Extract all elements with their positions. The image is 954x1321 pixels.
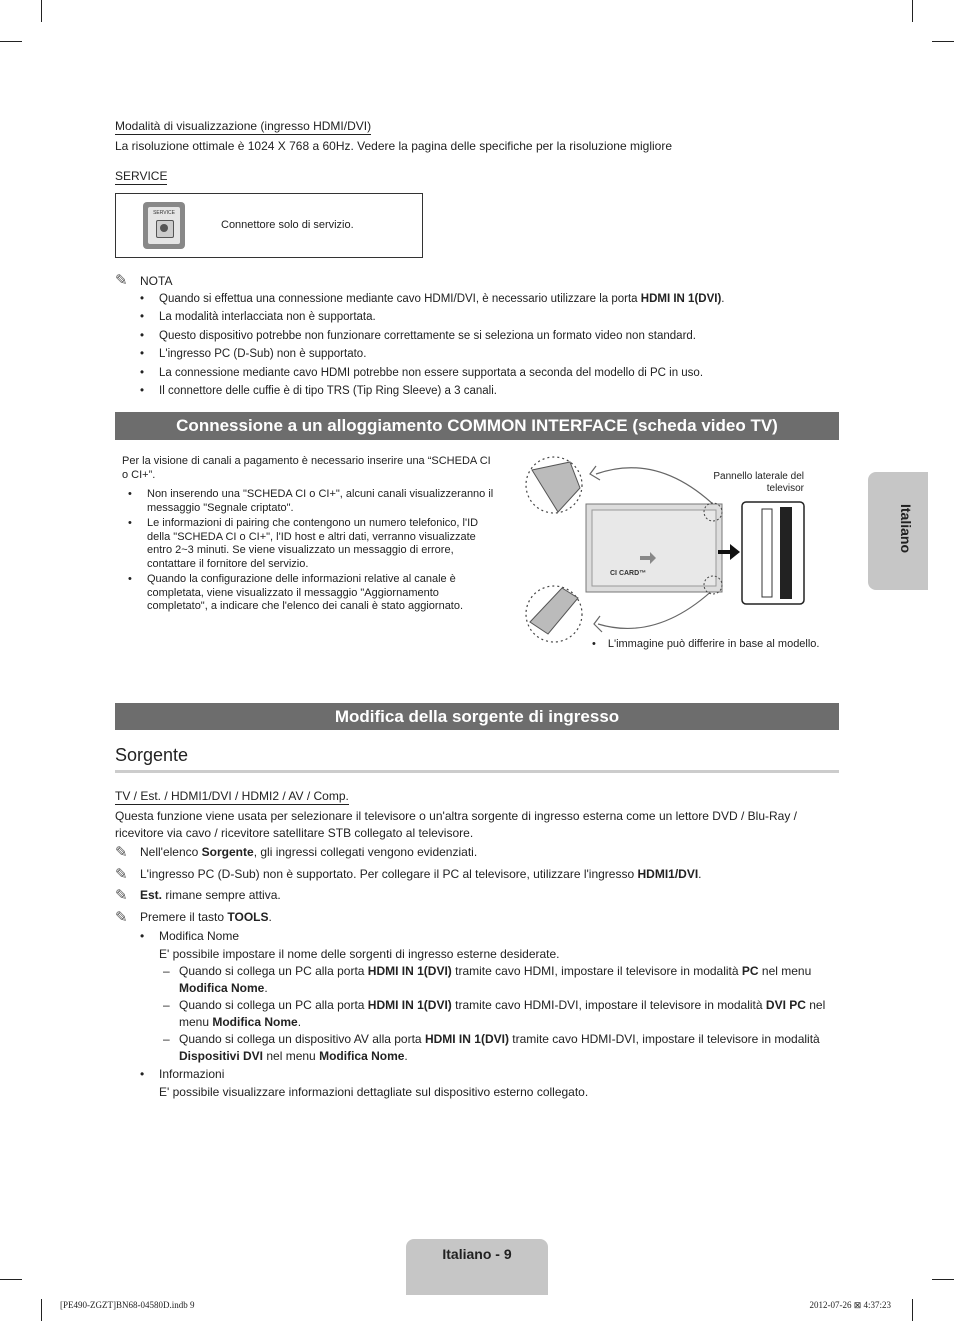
language-side-tab <box>868 472 928 590</box>
text-segment: Quando si collega un dispositivo AV alla porta <box>179 1032 425 1046</box>
text-segment: . <box>698 866 702 881</box>
text-segment: Questo dispositivo potrebbe non funzionare correttamente se si seleziona un formato video non standard. <box>159 329 696 342</box>
text-segment: nel menu <box>758 964 812 978</box>
common-interface-title: Connessione a un alloggiamento COMMON INTERFACE (scheda video TV) <box>176 416 778 435</box>
service-box <box>115 193 423 258</box>
service-description: Connettore solo di servizio. <box>221 219 354 231</box>
source-note <box>115 907 840 929</box>
text-segment: tramite cavo HDMI, impostare il televisore in modalità <box>451 964 742 978</box>
source-note <box>115 842 840 864</box>
nota-item <box>115 382 840 400</box>
crop-mark <box>41 1299 42 1321</box>
crop-mark <box>41 0 42 22</box>
bold-term: HDMI IN 1(DVI) <box>424 1032 509 1046</box>
page-number-tab <box>406 1239 548 1295</box>
nota-item <box>115 308 840 326</box>
source-description: Questa funzione viene usata per selezionare il televisore o un'altra sorgente di ingresso esterna come un lettore DVD / Blu-Ray / ricevitore via cavo / ricevitore satellitare STB collegato al televisore. <box>115 809 797 840</box>
bold-term: HDMI IN 1(DVI) <box>640 293 722 305</box>
nota-item <box>115 345 840 363</box>
side-panel-label: Pannello laterale del televisor <box>713 471 804 494</box>
print-info-left: [PE490-ZGZT]BN68-04580D.indb 9 <box>60 1300 195 1310</box>
text-segment: Quando si collega un PC alla porta <box>179 998 368 1012</box>
source-path-heading: TV / Est. / HDMI1/DVI / HDMI2 / AV / Comp. <box>115 789 349 803</box>
text-segment: . <box>264 980 268 995</box>
crop-mark <box>912 0 913 22</box>
ci-bullets <box>122 488 497 616</box>
nota-section <box>115 272 840 400</box>
bold-term: PC <box>741 964 759 978</box>
page-number: Italiano - 9 <box>442 1246 512 1262</box>
rename-section: • Modifica Nome E' possibile impostare il nome delle sorgenti di ingresso esterne desiderate. – Quando si collega un PC alla porta HDMI IN 1(DVI) tramite cavo HDMI, impostare il televisore in modalità PC nel menu Modifica Nome. – Quando si collega un PC alla porta HDMI IN 1(DVI) tramite cavo HDMI-DVI, impostare il televisore in modalità DVI PC nel menu Modifica Nome. – Quando si collega un dispositivo AV alla porta HDMI IN 1(DVI) tramite cavo HDMI-DVI, impostare il televisore in modalità Dispositivi DVI nel menu Modifica Nome. • Informazioni E' possibile visualizzare informazioni dettagliate sul dispositivo esterno collegato. <box>115 928 840 1101</box>
ci-bullet: • Non inserendo una "SCHEDA CI o CI+", alcuni canali visualizzeranno il messaggio "Segnale criptato". <box>122 488 497 515</box>
pencil-icon: ✎ <box>115 844 128 861</box>
text-segment: Premere il tasto <box>140 909 228 924</box>
text-segment: tramite cavo HDMI-DVI, impostare il televisore in modalità <box>508 1032 820 1046</box>
ci-card-label: CI CARD™ <box>610 570 647 577</box>
rename-text: E' possibile impostare il nome delle sorgenti di ingresso esterne desiderate. <box>159 947 560 961</box>
source-note <box>115 864 840 886</box>
text-segment: nel menu <box>179 998 826 1029</box>
nota-item <box>115 364 840 382</box>
rename-dash-item: – Quando si collega un PC alla porta HDMI IN 1(DVI) tramite cavo HDMI-DVI, impostare il televisore in modalità DVI PC nel menu Modifica Nome. <box>163 998 826 1029</box>
display-mode-heading: Modalità di visualizzazione (ingresso HDMI/DVI) <box>115 119 372 133</box>
bold-term: Est. <box>140 888 163 902</box>
bold-term: HDMI1/DVI <box>637 866 699 881</box>
service-port-icon <box>143 202 185 249</box>
bold-term: Modifica Nome <box>179 980 265 995</box>
bold-term: HDMI IN 1(DVI) <box>367 964 452 978</box>
ci-card-figure <box>518 452 838 657</box>
ci-bullet: • Quando la configurazione delle informazioni relative al canale è completata, viene visualizzato il messaggio "Aggiornamento completato", a indicare che l'elenco dei canali è stato aggiornato. <box>122 573 497 614</box>
source-notes <box>115 842 840 928</box>
ci-bullet: • Le informazioni di pairing che contengono un numero telefonico, l'ID della "SCHEDA CI o CI+", l'ID host e altri dati, verranno visualizzate entro 2~3 minuti. Se viene visualizzato un messaggio di errore, contattare il fornitore del servizio. <box>122 517 497 571</box>
bold-term: TOOLS <box>227 909 269 924</box>
common-interface-title-bar <box>115 412 839 440</box>
nota-item <box>115 290 840 308</box>
source-bar-title: Modifica della sorgente di ingresso <box>334 707 620 726</box>
text-segment: rimane sempre attiva. <box>162 888 281 902</box>
nota-title: NOTA <box>140 274 173 288</box>
print-info-right: 2012-07-26 ⊠ 4:37:23 <box>809 1300 891 1310</box>
pencil-icon: ✎ <box>115 865 128 883</box>
source-subtitle: Sorgente <box>115 745 839 773</box>
nota-item <box>115 327 840 345</box>
nota-list <box>115 290 840 400</box>
text-segment: La modalità interlacciata non è supportata. <box>159 311 376 324</box>
rename-dash-item: – Quando si collega un dispositivo AV alla porta HDMI IN 1(DVI) tramite cavo HDMI-DVI, impostare il televisore in modalità Dispositivi DVI nel menu Modifica Nome. <box>163 1032 820 1063</box>
text-segment: Quando si collega un PC alla porta <box>179 964 368 978</box>
text-segment: . <box>297 1014 302 1029</box>
pencil-icon: ✎ <box>115 887 128 904</box>
text-segment: Nell'elenco <box>140 845 202 859</box>
pencil-icon: ✎ <box>115 272 128 289</box>
bold-term: Dispositivi DVI <box>179 1048 264 1063</box>
service-heading: SERVICE <box>115 169 168 183</box>
rename-title: Modifica Nome <box>159 929 240 943</box>
rename-dash-item: – Quando si collega un PC alla porta HDMI IN 1(DVI) tramite cavo HDMI, impostare il televisore in modalità PC nel menu Modifica Nome. <box>163 964 812 995</box>
ci-intro: Per la visione di canali a pagamento è necessario inserire una “SCHEDA CI o CI+”. <box>122 455 491 481</box>
bold-term: Sorgente <box>201 845 254 859</box>
side-tab-label: Italiano <box>898 504 914 554</box>
text-segment: L'ingresso PC (D-Sub) non è supportato. <box>159 348 367 361</box>
text-segment: La connessione mediante cavo HDMI potrebbe non essere supportata a seconda del modello di PC in uso. <box>159 366 704 379</box>
figure-caption: • L'immagine può differire in base al modello. <box>592 638 820 650</box>
bold-term: Modifica Nome <box>212 1014 298 1029</box>
text-segment: , gli ingressi collegati vengono evidenziati. <box>253 845 478 859</box>
info-title: Informazioni <box>159 1067 225 1081</box>
info-text: E' possibile visualizzare informazioni dettagliate sul dispositivo esterno collegato. <box>159 1085 589 1099</box>
bold-term: DVI PC <box>765 998 806 1012</box>
text-segment: tramite cavo HDMI-DVI, impostare il televisore in modalità <box>451 998 766 1012</box>
text-segment: L'ingresso PC (D-Sub) non è supportato. Per collegare il PC al televisore, utilizzare l'ingresso <box>140 866 638 881</box>
bold-term: HDMI IN 1(DVI) <box>367 998 452 1012</box>
source-title-bar <box>115 703 839 730</box>
bold-term: Modifica Nome <box>319 1048 405 1063</box>
text-segment: Il connettore delle cuffie è di tipo TRS (Tip Ring Sleeve) a 3 canali. <box>159 385 497 398</box>
text-segment: . <box>721 293 725 305</box>
service-port-label: SERVICE <box>153 210 175 216</box>
text-segment: . <box>404 1048 408 1063</box>
pencil-icon: ✎ <box>115 908 128 926</box>
text-segment: Quando si effettua una connessione mediante cavo HDMI/DVI, è necessario utilizzare la porta <box>159 293 641 305</box>
source-note <box>115 885 840 907</box>
rename-dashes <box>115 963 840 1064</box>
crop-mark <box>932 41 954 42</box>
text-segment: . <box>268 909 272 924</box>
display-mode-text: La risoluzione ottimale è 1024 X 768 a 60Hz. Vedere la pagina delle specifiche per la risoluzione migliore <box>115 139 673 153</box>
crop-mark <box>0 41 22 42</box>
ci-slot-label: COMMON INTERFACE <box>730 575 736 639</box>
crop-mark <box>912 1299 913 1321</box>
text-segment: nel menu <box>263 1048 320 1063</box>
crop-mark <box>0 1279 22 1280</box>
crop-mark <box>932 1279 954 1280</box>
